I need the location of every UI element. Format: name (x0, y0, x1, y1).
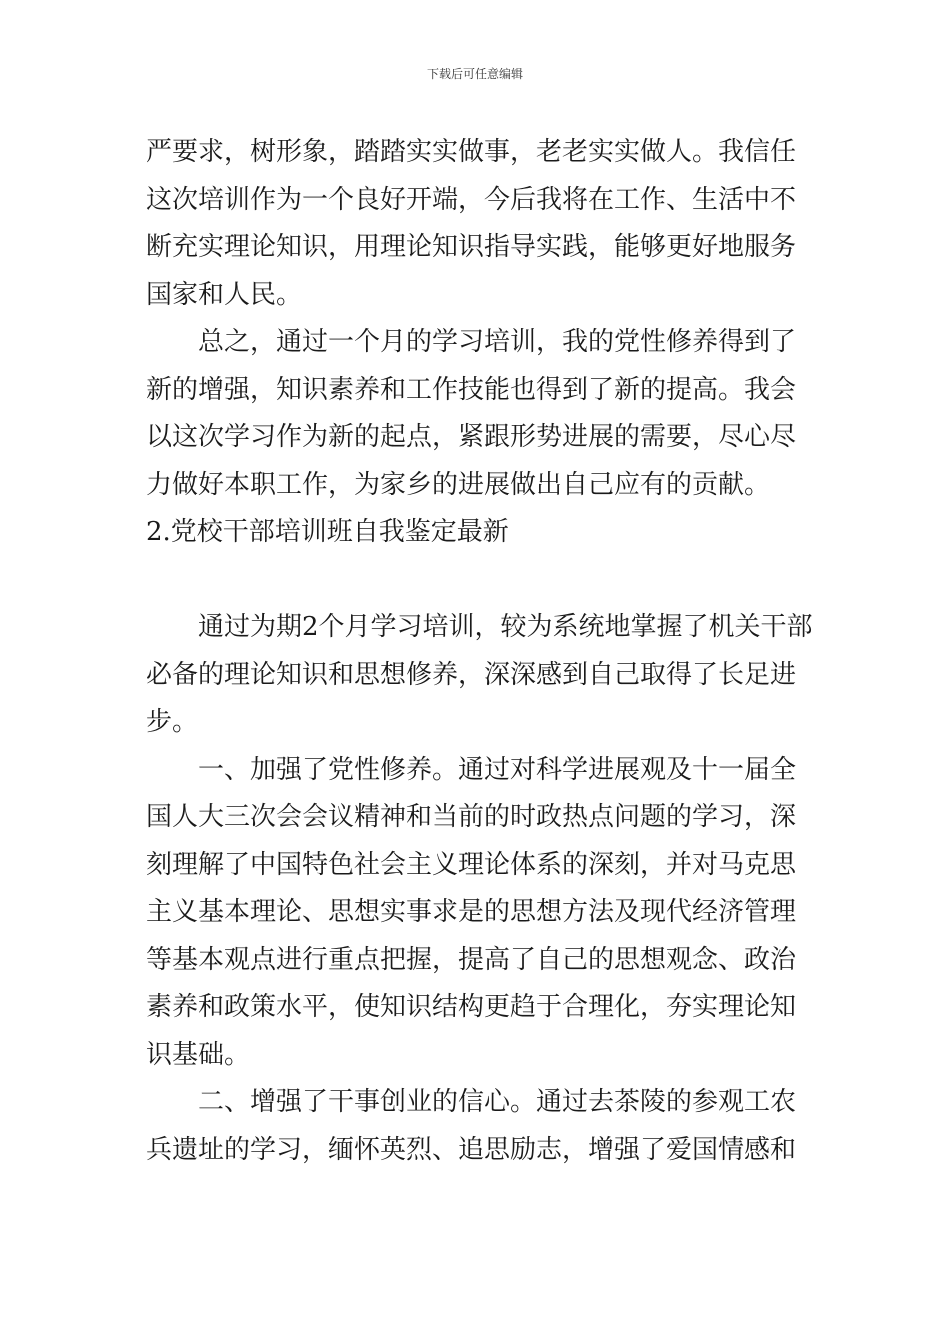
text-line: 主义基本理论、思想实事求是的思想方法及现代经济管理 (146, 897, 797, 927)
text-line: 严要求，树形象，踏踏实实做事，老老实实做人。我信任 (146, 137, 797, 167)
text-line: 二、增强了干事创业的信心。通过去茶陵的参观工农 (146, 1087, 797, 1117)
text-line: 国人大三次会会议精神和当前的时政热点问题的学习，深 (146, 802, 797, 832)
text-line: 兵遗址的学习，缅怀英烈、追思励志，增强了爱国情感和 (146, 1134, 797, 1165)
text-line: 一、加强了党性修养。通过对科学进展观及十一届全 (146, 754, 797, 785)
text-line: 刻理解了中国特色社会主义理论体系的深刻，并对马克思 (146, 849, 797, 880)
text-line: 通过为期2个月学习培训，较为系统地掌握了机关干部 (146, 612, 813, 642)
section-heading: 2.党校干部培训班自我鉴定最新 (146, 517, 509, 547)
page-header: 下载后可任意编辑 (426, 67, 523, 81)
blank-line (146, 557, 810, 605)
text-line: 必备的理论知识和思想修养，深深感到自己取得了长足进 (146, 659, 797, 690)
text-line: 力做好本职工作，为家乡的进展做出自己应有的贡献。 (146, 469, 771, 500)
text-line: 以这次学习作为新的起点，紧跟形势进展的需要，尽心尽 (146, 422, 797, 452)
text-line: 断充实理论知识，用理论知识指导实践，能够更好地服务 (146, 232, 797, 262)
text-line: 总之，通过一个月的学习培训，我的党性修养得到了 (146, 327, 797, 357)
text-line: 识基础。 (146, 1039, 251, 1070)
text-line: 国家和人民。 (146, 279, 303, 310)
text-line: 等基本观点进行重点把握，提高了自己的思想观念、政治 (146, 944, 797, 975)
text-line: 步。 (146, 707, 199, 737)
text-line: 这次培训作为一个良好开端，今后我将在工作、生活中不 (146, 184, 797, 215)
document-body (146, 129, 813, 1174)
text-line: 新的增强，知识素养和工作技能也得到了新的提高。我会 (146, 374, 797, 405)
text-line: 素养和政策水平，使知识结构更趋于合理化，夯实理论知 (146, 992, 797, 1022)
